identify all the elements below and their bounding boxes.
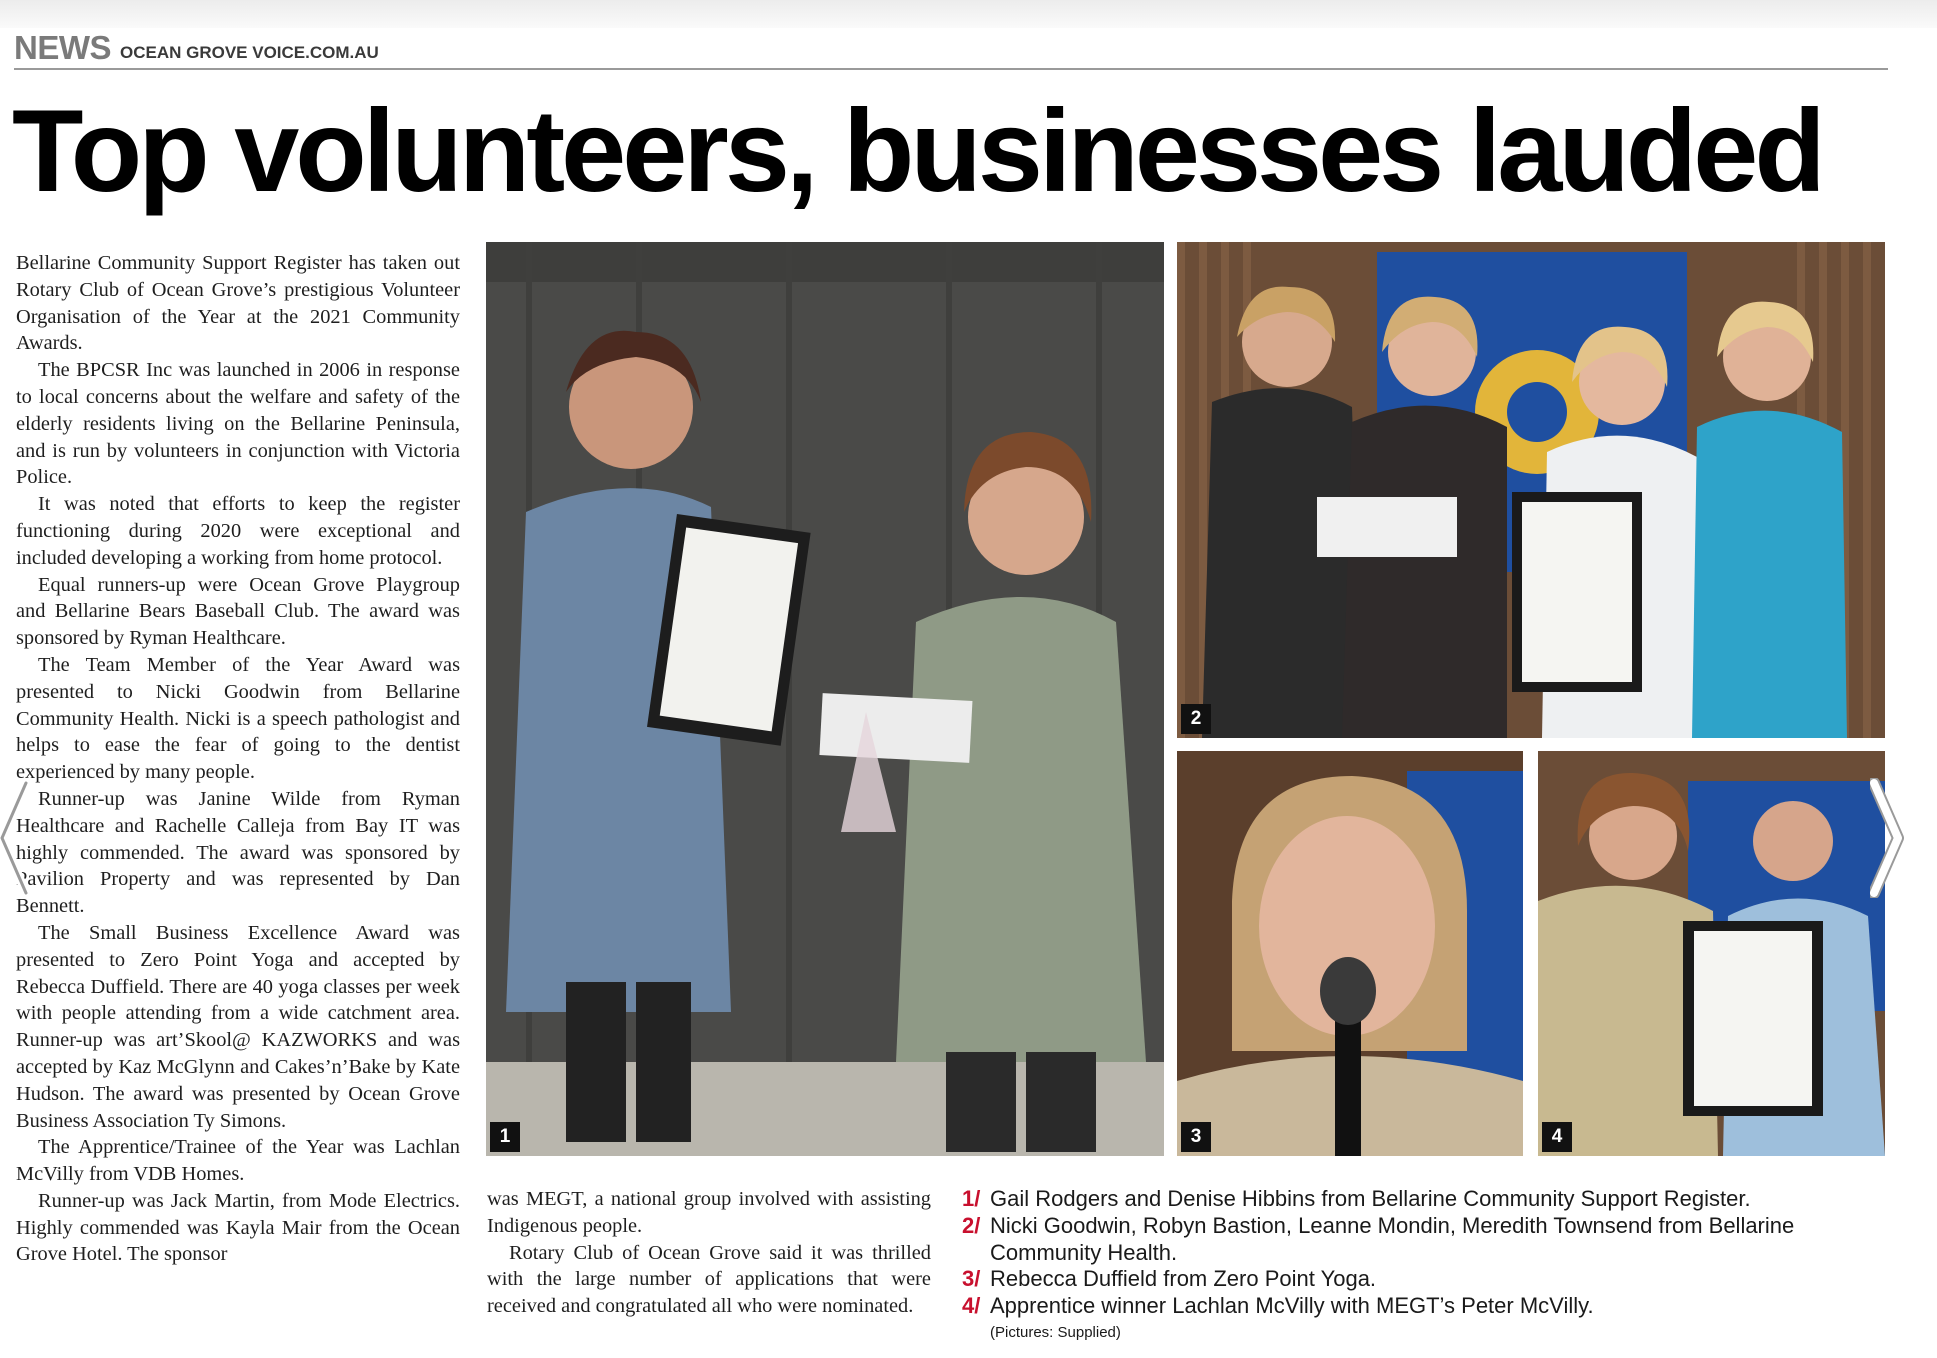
photo-3 [1177, 751, 1523, 1156]
photo-1 [486, 242, 1164, 1156]
article-column-2 [487, 1186, 931, 1320]
photo-2 [1177, 242, 1885, 738]
paragraph: The Apprentice/Trainee of the Year was Lachlan McVilly from VDB Homes. [16, 1136, 460, 1186]
photo-number-badge: 4 [1542, 1122, 1572, 1152]
photo-2-image [1177, 242, 1885, 738]
photo-4 [1538, 751, 1885, 1156]
chevron-right-icon[interactable] [1870, 778, 1904, 898]
photo-4-image [1538, 751, 1885, 1156]
paragraph: was MEGT, a national group involved with assisting Indigenous people. [487, 1188, 931, 1237]
site-name: OCEAN GROVE VOICE.COM.AU [120, 43, 379, 62]
caption-text: Gail Rodgers and Denise Hibbins from Bellarine Community Support Register. [990, 1186, 1751, 1211]
masthead-rule [14, 68, 1888, 70]
paragraph: It was noted that efforts to keep the register functioning during 2020 were exceptional and included developing a working from home protocol. [16, 493, 460, 569]
paragraph: Equal runners-up were Ocean Grove Playgroup and Bellarine Bears Baseball Club. The award was sponsored by Ryman Healthcare. [16, 573, 460, 650]
caption-item [962, 1213, 1882, 1267]
caption-number: 1/ [962, 1186, 981, 1211]
caption-number: 3/ [962, 1266, 981, 1292]
paragraph: The Small Business Excellence Award was presented to Zero Point Yoga and accepted by Rebecca Duffield. There are 40 yoga classes per week with people attending from a wide catchment area. Runner-up was art’Skool@ KAZWORKS and was accepted by Kaz McGlynn and Cakes’n’Bake by Kate Hudson. The award was presented by Ocean Grove Business Association Ty Simons. [16, 921, 460, 1132]
photo-number-badge: 1 [490, 1122, 520, 1152]
caption-item [962, 1186, 1882, 1213]
caption-number: 4/ [962, 1293, 981, 1319]
headline: Top volunteers, businesses lauded [12, 85, 1822, 216]
caption-item [962, 1293, 1882, 1320]
caption-text: Apprentice winner Lachlan McVilly with MEGT’s Peter McVilly. [990, 1293, 1594, 1319]
section-label: NEWS [14, 29, 111, 66]
caption-text: Rebecca Duffield from Zero Point Yoga. [990, 1266, 1377, 1292]
caption-item [962, 1266, 1882, 1293]
photo-1-image [486, 242, 1164, 1156]
paragraph: The Team Member of the Year Award was presented to Nicki Goodwin from Bellarine Community Health. Nicki is a speech pathologist and helps to ease the fear of going to the dentist experienced by many people. [16, 653, 460, 784]
photo-3-image [1177, 751, 1523, 1156]
paragraph: Bellarine Community Support Register has taken out Rotary Club of Ocean Grove’s prestigious Volunteer Organisation of the Year at the 2021 Community Awards. [16, 252, 460, 355]
paragraph: The BPCSR Inc was launched in 2006 in response to local concerns about the welfare and safety of the elderly residents living on the Bellarine Peninsula, and is run by volunteers in conjunction with Victoria Police. [16, 359, 460, 489]
paragraph: Runner-up was Jack Martin, from Mode Electrics. Highly commended was Kayla Mair from the Ocean Grove Hotel. The sponsor [16, 1189, 460, 1266]
photo-credit: (Pictures: Supplied) [990, 1323, 1121, 1341]
photo-captions [962, 1186, 1882, 1344]
paragraph: Runner-up was Janine Wilde from Ryman Healthcare and Rachelle Calleja from Bay IT was highly commended. The award was sponsored by Pavilion Property and was represented by Dan Bennett. [16, 787, 460, 918]
paragraph: Rotary Club of Ocean Grove said it was thrilled with the large number of applications that were received and congratulated all who were nominated. [487, 1241, 931, 1318]
caption-number: 2/ [962, 1212, 981, 1238]
photo-number-badge: 3 [1181, 1122, 1211, 1152]
chevron-left-icon[interactable] [0, 778, 30, 898]
article-column-1 [16, 250, 460, 1268]
photo-number-badge: 2 [1181, 704, 1211, 734]
masthead [14, 26, 379, 64]
caption-text: Nicki Goodwin, Robyn Bastion, Leanne Mondin, Meredith Townsend from Bellarine Community Health. [990, 1212, 1795, 1265]
viewer-top-bar [0, 0, 1937, 28]
